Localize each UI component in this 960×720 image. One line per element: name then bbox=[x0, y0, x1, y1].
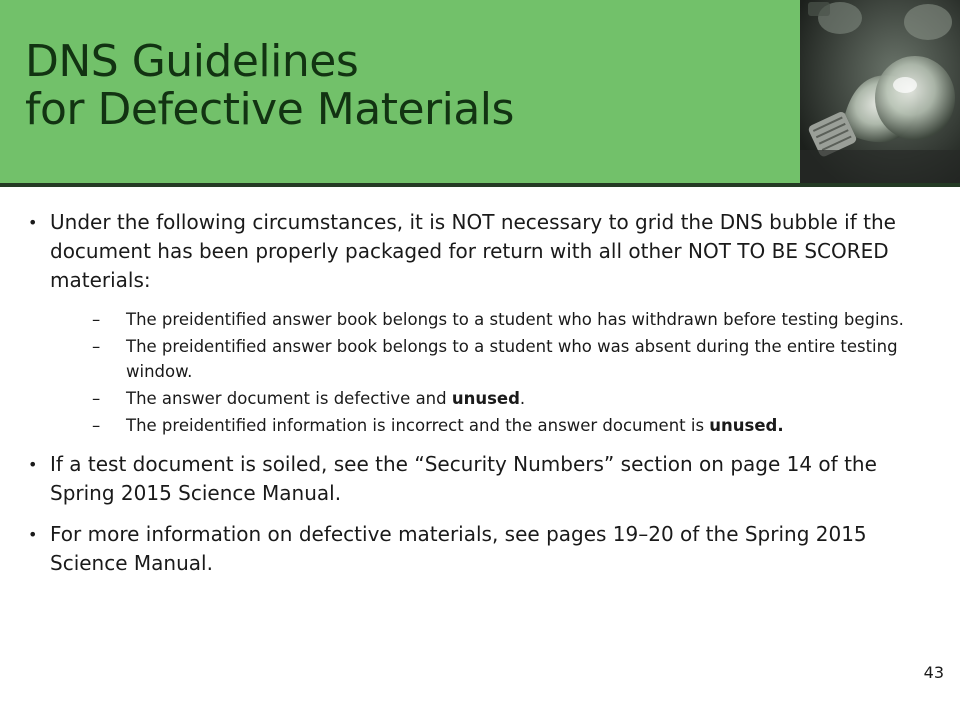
sub-item-text: The preidentified information is incorrect and the answer document is bbox=[126, 416, 710, 435]
dash-marker: – bbox=[92, 337, 101, 356]
sub-list-item bbox=[50, 413, 918, 438]
sub-list-item bbox=[50, 386, 918, 411]
sub-list-item bbox=[50, 334, 918, 384]
title-divider bbox=[0, 183, 960, 187]
emphasis-unused: unused bbox=[451, 389, 520, 408]
content-body bbox=[28, 208, 918, 578]
dash-marker: – bbox=[92, 389, 101, 408]
title-line-2: for Defective Materials bbox=[25, 84, 514, 135]
sub-item-text: The preidentified answer book belongs to a student who has withdrawn before testing begins. bbox=[126, 310, 904, 329]
bullet-text: Under the following circumstances, it is NOT necessary to grid the DNS bubble if the document has been properly packaged for return with all other NOT TO BE SCORED materials: bbox=[50, 210, 896, 292]
bullet-item bbox=[28, 450, 918, 508]
light-bulb-icon bbox=[800, 0, 960, 183]
bullet-text: For more information on defective materials, see pages 19–20 of the Spring 2015 Science Manual. bbox=[50, 522, 867, 575]
bullet-item bbox=[28, 208, 918, 438]
sub-item-text: The answer document is defective and bbox=[126, 389, 452, 408]
bullet-text: If a test document is soiled, see the “Security Numbers” section on page 14 of the Spring 2015 Science Manual. bbox=[50, 452, 877, 505]
sub-list-item bbox=[50, 307, 918, 332]
page-number: 43 bbox=[923, 663, 944, 682]
light-bulb-photo bbox=[800, 0, 960, 183]
sub-item-tail: . bbox=[519, 389, 526, 408]
title-band bbox=[0, 0, 800, 183]
title-line-1: DNS Guidelines bbox=[25, 36, 359, 87]
sub-item-text: The preidentified answer book belongs to a student who was absent during the entire testing window. bbox=[126, 337, 898, 381]
slide-title bbox=[25, 38, 514, 134]
emphasis-unused: unused. bbox=[709, 416, 784, 435]
sub-list bbox=[50, 307, 918, 438]
bullet-item bbox=[28, 520, 918, 578]
dash-marker: – bbox=[92, 310, 101, 329]
dash-marker: – bbox=[92, 416, 101, 435]
